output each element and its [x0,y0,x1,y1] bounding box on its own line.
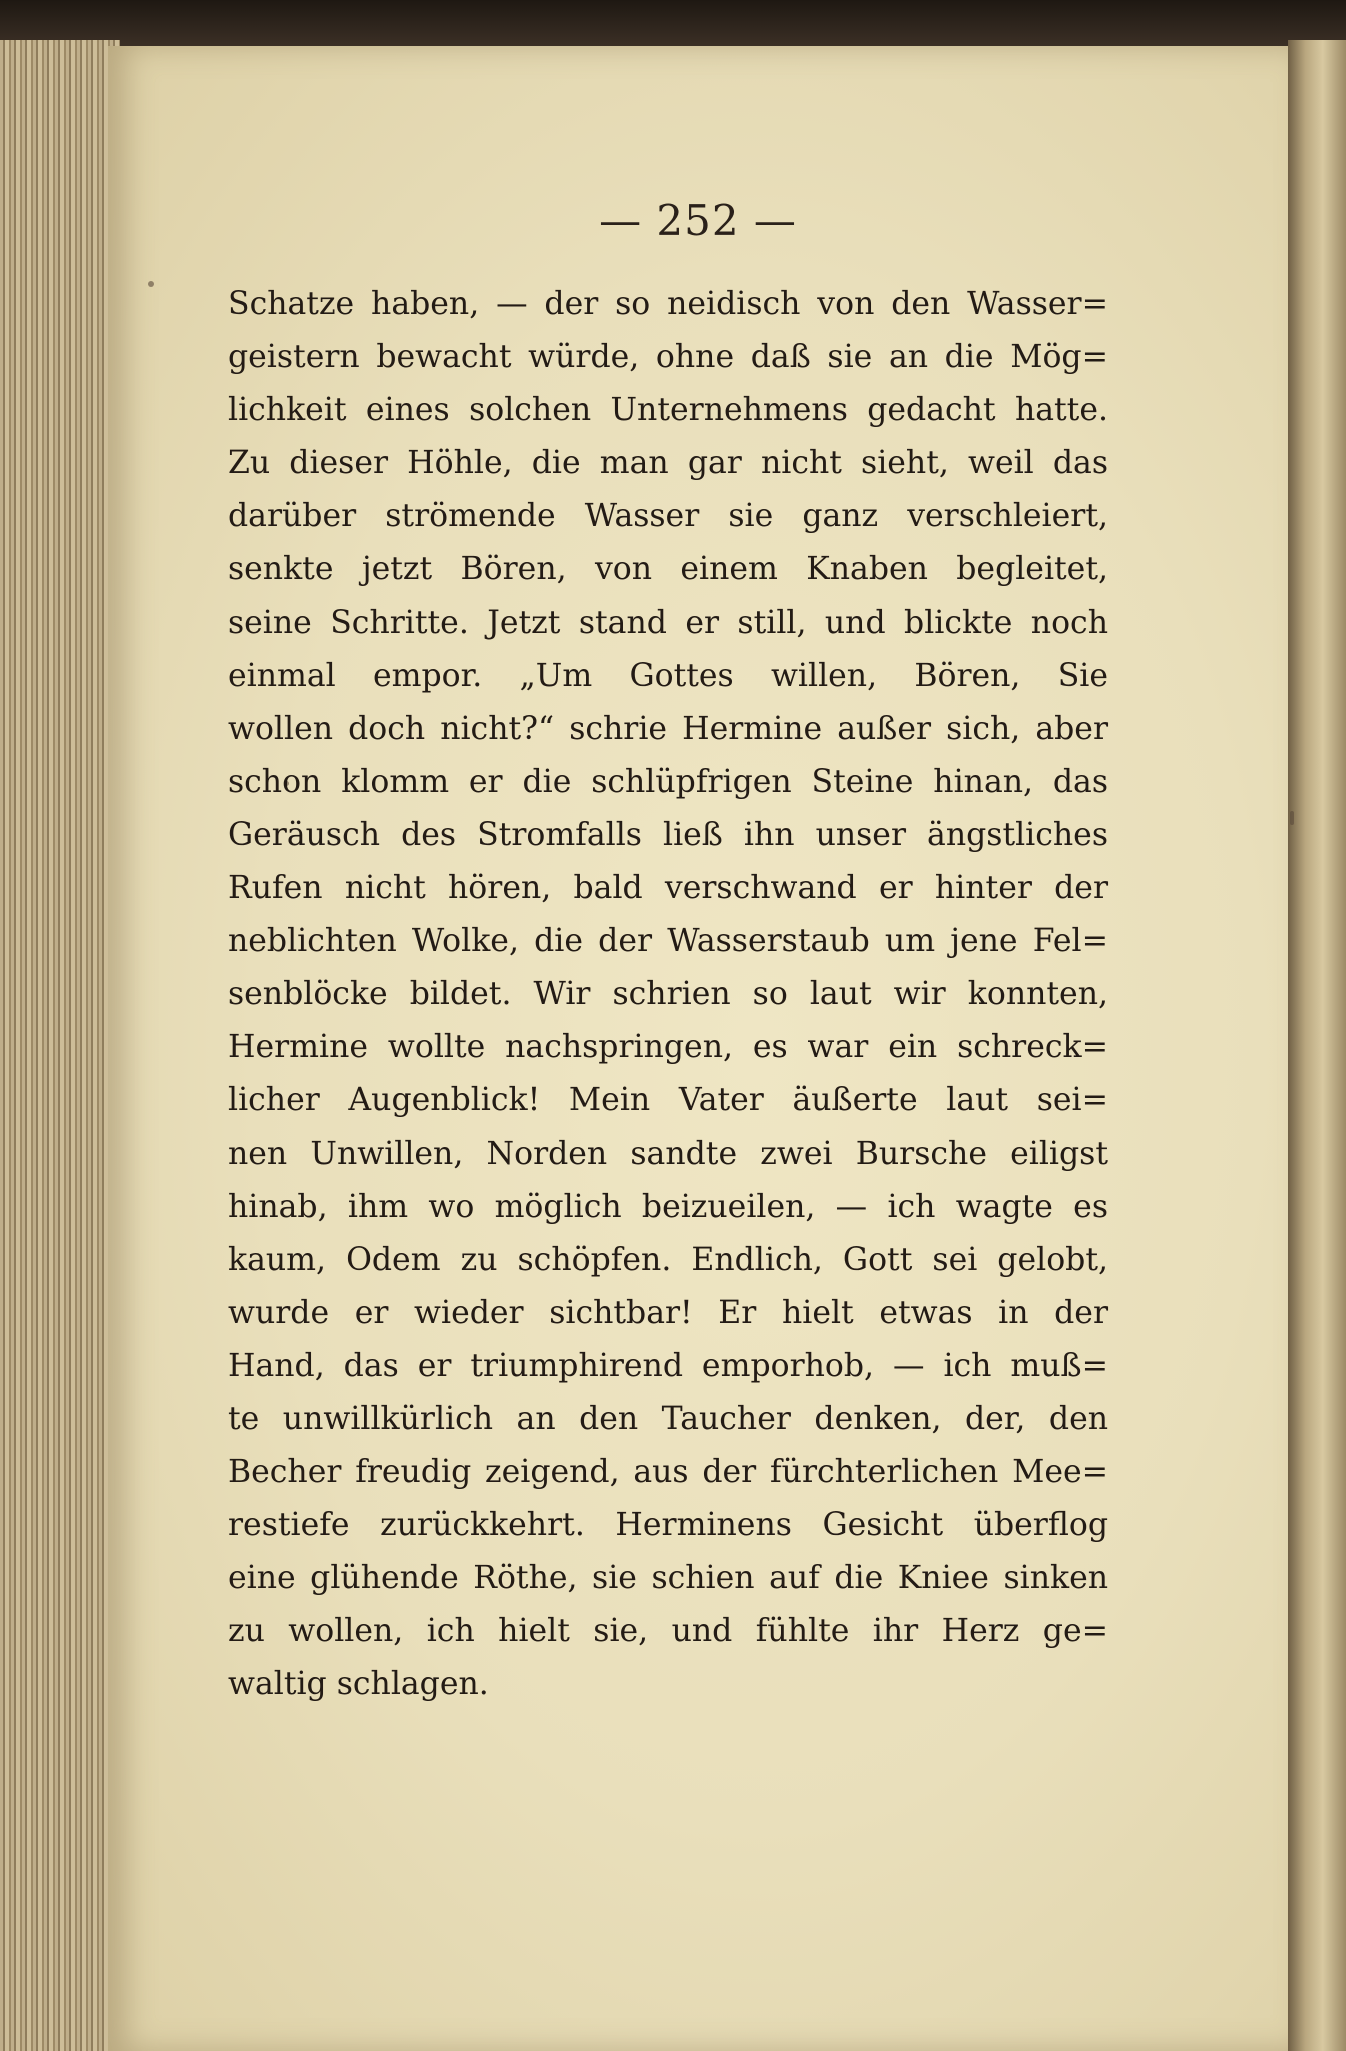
text-line: Geräusch des Stromfalls ließ ihn unser ängstliches [228,816,1108,853]
text-line: Schatze haben, — der so neidisch von den Wasser= [228,286,1108,322]
text-line: geistern bewacht würde, ohne daß sie an die Mög= [228,339,1108,376]
text-line: lichkeit eines solchen Unternehmens gedacht hatte. [228,392,1108,429]
text-line: te unwillkürlich an den Taucher denken, der, den [228,1400,1108,1437]
scan-background [0,0,1346,48]
text-line: Hermine wollte nachspringen, es war ein schreck= [228,1029,1108,1066]
text-line: restiefe zurückkehrt. Herminens Gesicht überflog [228,1507,1108,1544]
body-text [228,278,1108,1712]
text-line: wollen doch nicht?“ schrie Hermine außer sich, aber [228,710,1108,747]
text-line: hinab, ihm wo möglich beizueilen, — ich wagte es [228,1188,1108,1225]
text-line: wurde er wieder sichtbar! Er hielt etwas in der [228,1294,1108,1331]
text-line: schon klomm er die schlüpfrigen Steine hinan, das [228,763,1108,800]
text-line: licher Augenblick! Mein Vater äußerte laut sei= [228,1082,1108,1119]
text-line: kaum, Odem zu schöpfen. Endlich, Gott sei gelobt, [228,1241,1108,1278]
paper-speck [1290,811,1294,825]
text-line: waltig schlagen. [228,1666,489,1703]
text-line: eine glühende Röthe, sie schien auf die Kniee sinken [228,1560,1108,1597]
text-line: darüber strömende Wasser sie ganz verschleiert, [228,498,1108,535]
text-line: Rufen nicht hören, bald verschwand er hinter der [228,870,1108,907]
text-line: neblichten Wolke, die der Wasserstaub um jene Fel= [228,923,1108,960]
text-line: zu wollen, ich hielt sie, und fühlte ihr Herz ge= [228,1613,1108,1650]
text-line: nen Unwillen, Norden sandte zwei Bursche eiligst [228,1135,1108,1172]
text-line: einmal empor. „Um Gottes willen, Bören, Sie [228,657,1108,694]
text-line: Zu dieser Höhle, die man gar nicht sieht, weil das [228,445,1108,482]
text-line: senkte jetzt Bören, von einem Knaben begleitet, [228,551,1108,588]
fore-edge [1288,40,1346,2051]
text-line: senblöcke bildet. Wir schrien so laut wir konnten, [228,976,1108,1013]
page-number: — 252 — [599,196,797,245]
text-line: Hand, das er triumphirend emporhob, — ich muß= [228,1347,1108,1384]
text-line: seine Schritte. Jetzt stand er still, und blickte noch [228,604,1108,641]
paper-speck [148,281,154,287]
page-stack-edge [0,40,120,2051]
text-line: Becher freudig zeigend, aus der fürchterlichen Mee= [228,1454,1108,1491]
